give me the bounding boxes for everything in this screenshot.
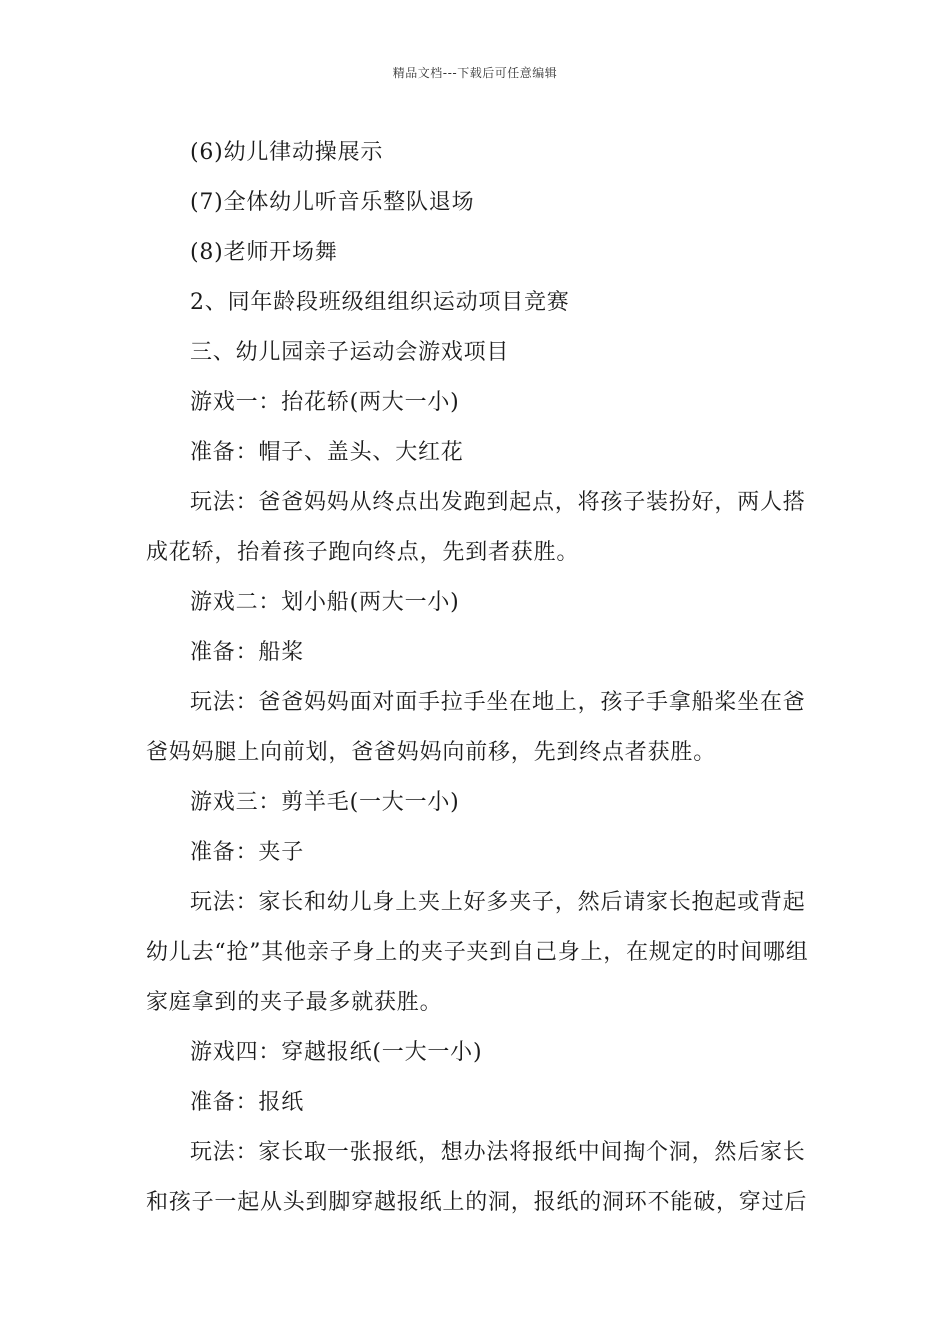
game-preparation: 准备：帽子、盖头、大红花 [190,440,464,465]
paragraph: (7)全体幼儿听音乐整队退场 [190,190,475,215]
game-rules: 玩法：爸爸妈妈从终点出发跑到起点，将孩子装扮好，两人搭成花轿，抬着孩子跑向终点，先到者获胜。 [146,490,806,565]
game-title: 游戏一：抬花轿(两大一小) [190,390,460,415]
game-preparation: 准备：船桨 [190,640,305,665]
game-rules: 玩法：家长和幼儿身上夹上好多夹子，然后请家长抱起或背起幼儿去“抢”其他亲子身上的夹子夹到自己身上，在规定的时间哪组家庭拿到的夹子最多就获胜。 [146,890,809,1015]
paragraph: 2、同年龄段班级组组织运动项目竞赛 [190,290,570,315]
game-rules: 玩法：爸爸妈妈面对面手拉手坐在地上，孩子手拿船桨坐在爸爸妈妈腿上向前划，爸爸妈妈向前移，先到终点者获胜。 [146,690,806,765]
section-heading: 三、幼儿园亲子运动会游戏项目 [190,340,510,365]
page-header: 精品文档---下载后可任意编辑 [392,66,558,80]
game-title: 游戏四：穿越报纸(一大一小) [190,1040,483,1065]
game-title: 游戏二：划小船(两大一小) [190,590,460,615]
document-body [146,128,810,1228]
game-preparation: 准备：报纸 [190,1090,305,1115]
game-rules: 玩法：家长取一张报纸，想办法将报纸中间掏个洞，然后家长和孩子一起从头到脚穿越报纸上的洞，报纸的洞环不能破，穿过后 [146,1140,808,1215]
game-preparation: 准备：夹子 [190,840,305,865]
paragraph: (8)老师开场舞 [190,240,338,265]
game-title: 游戏三：剪羊毛(一大一小) [190,790,460,815]
paragraph: (6)幼儿律动操展示 [190,140,384,165]
